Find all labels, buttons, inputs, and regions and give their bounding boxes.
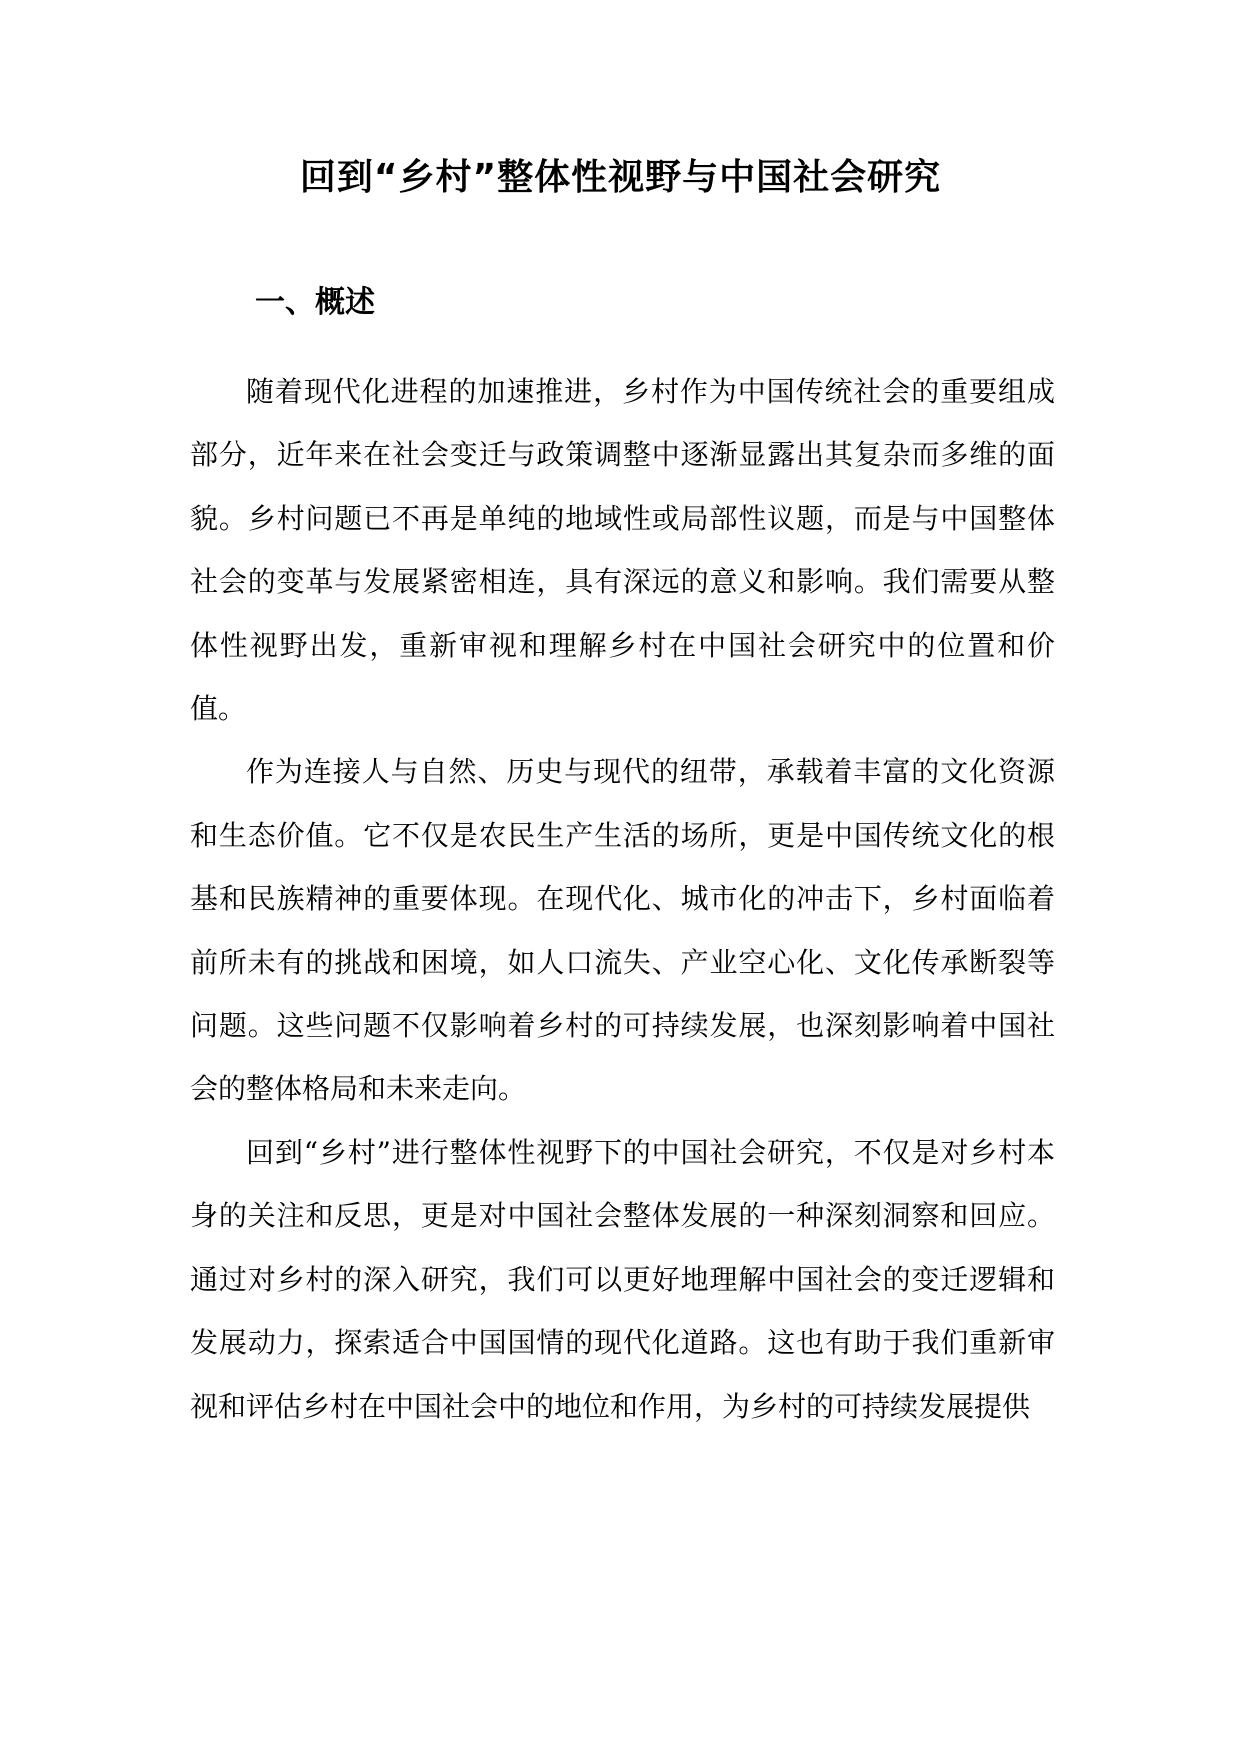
paragraph-1: 随着现代化进程的加速推进，乡村作为中国传统社会的重要组成部分，近年来在社会变迁与政策调整中逐渐显露出其复杂而多维的面貌。乡村问题已不再是单纯的地域性或局部性议题，而是与中国整体社会的变革与发展紧密相连，具有深远的意义和影响。我们需要从整体性视野出发，重新审视和理解乡村在中国社会研究中的位置和价值。 (190, 375, 1055, 726)
paragraph-3: 回到“乡村”进行整体性视野下的中国社会研究，不仅是对乡村本身的关注和反思，更是对中国社会整体发展的一种深刻洞察和回应。通过对乡村的深入研究，我们可以更好地理解中国社会的变迁逻辑和发展动力，探索适合中国国情的现代化道路。这也有助于我们重新审视和评估乡村在中国社会中的地位和作用，为乡村的可持续发展提供 (190, 1135, 1055, 1423)
paragraph-2: 作为连接人与自然、历史与现代的纽带，承载着丰富的文化资源和生态价值。它不仅是农民生产生活的场所，更是中国传统文化的根基和民族精神的重要体现。在现代化、城市化的冲击下，乡村面临着前所未有的挑战和困境，如人口流失、产业空心化、文化传承断裂等问题。这些问题不仅影响着乡村的可持续发展，也深刻影响着中国社会的整体格局和未来走向。 (190, 755, 1055, 1106)
document-title: 回到“乡村”整体性视野与中国社会研究 (299, 157, 942, 198)
document-body (190, 360, 1055, 1438)
section-heading: 一、概述 (255, 285, 375, 320)
